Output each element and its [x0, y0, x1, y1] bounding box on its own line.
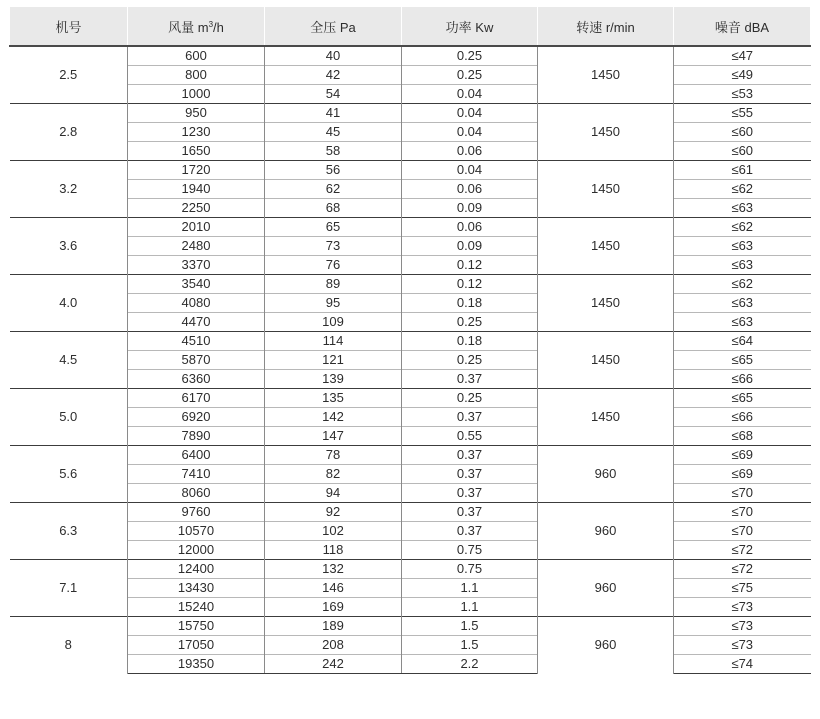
table-row [10, 541, 811, 560]
cell-airflow: 1940 [128, 180, 265, 199]
cell-power: 2.2 [402, 655, 538, 674]
cell-pressure: 147 [265, 427, 402, 446]
cell-noise: ≤47 [674, 46, 811, 66]
table-row [10, 408, 811, 427]
table-row [10, 655, 811, 674]
table-row [10, 503, 811, 522]
cell-noise: ≤66 [674, 370, 811, 389]
cell-power: 0.37 [402, 522, 538, 541]
fan-spec-table [9, 7, 811, 674]
cell-speed: 1450 [538, 46, 674, 104]
cell-noise: ≤72 [674, 560, 811, 579]
header-power: 功率 Kw [402, 7, 538, 46]
table-row [10, 294, 811, 313]
cell-pressure: 41 [265, 104, 402, 123]
cell-noise: ≤73 [674, 598, 811, 617]
cell-power: 0.55 [402, 427, 538, 446]
cell-noise: ≤61 [674, 161, 811, 180]
cell-pressure: 45 [265, 123, 402, 142]
cell-model: 5.6 [10, 446, 128, 503]
cell-speed: 1450 [538, 332, 674, 389]
cell-pressure: 92 [265, 503, 402, 522]
table-row [10, 522, 811, 541]
cell-pressure: 139 [265, 370, 402, 389]
cell-power: 0.25 [402, 313, 538, 332]
cell-noise: ≤63 [674, 199, 811, 218]
cell-pressure: 78 [265, 446, 402, 465]
cell-airflow: 2480 [128, 237, 265, 256]
cell-noise: ≤60 [674, 123, 811, 142]
cell-noise: ≤72 [674, 541, 811, 560]
cell-power: 0.04 [402, 85, 538, 104]
header-noise: 噪音 dBA [674, 7, 811, 46]
cell-power: 0.04 [402, 104, 538, 123]
table-row [10, 484, 811, 503]
table-row [10, 560, 811, 579]
cell-speed: 960 [538, 446, 674, 503]
cell-power: 0.06 [402, 218, 538, 237]
table-row [10, 389, 811, 408]
table-row [10, 256, 811, 275]
cell-noise: ≤73 [674, 617, 811, 636]
cell-airflow: 4080 [128, 294, 265, 313]
cell-pressure: 146 [265, 579, 402, 598]
cell-pressure: 208 [265, 636, 402, 655]
cell-power: 0.37 [402, 484, 538, 503]
table-row [10, 85, 811, 104]
cell-pressure: 58 [265, 142, 402, 161]
table-row [10, 161, 811, 180]
table-body [10, 46, 811, 674]
cell-power: 0.09 [402, 199, 538, 218]
cell-airflow: 15750 [128, 617, 265, 636]
cell-power: 0.18 [402, 332, 538, 351]
cell-power: 0.37 [402, 370, 538, 389]
cell-airflow: 950 [128, 104, 265, 123]
table-row [10, 104, 811, 123]
cell-power: 1.5 [402, 617, 538, 636]
cell-pressure: 132 [265, 560, 402, 579]
cell-pressure: 242 [265, 655, 402, 674]
table-row [10, 446, 811, 465]
table-row [10, 313, 811, 332]
cell-airflow: 12000 [128, 541, 265, 560]
header-row [10, 7, 811, 46]
cell-pressure: 65 [265, 218, 402, 237]
cell-airflow: 2010 [128, 218, 265, 237]
header-model: 机号 [10, 7, 128, 46]
cell-airflow: 5870 [128, 351, 265, 370]
table-row [10, 427, 811, 446]
cell-pressure: 135 [265, 389, 402, 408]
cell-airflow: 15240 [128, 598, 265, 617]
table-header [10, 7, 811, 46]
cell-pressure: 40 [265, 46, 402, 66]
cell-speed: 1450 [538, 161, 674, 218]
cell-noise: ≤65 [674, 351, 811, 370]
cell-power: 0.25 [402, 389, 538, 408]
cell-power: 0.09 [402, 237, 538, 256]
cell-speed: 1450 [538, 389, 674, 446]
cell-noise: ≤69 [674, 446, 811, 465]
cell-power: 0.18 [402, 294, 538, 313]
cell-airflow: 10570 [128, 522, 265, 541]
cell-power: 0.06 [402, 142, 538, 161]
cell-airflow: 7890 [128, 427, 265, 446]
cell-power: 0.04 [402, 161, 538, 180]
cell-model: 3.6 [10, 218, 128, 275]
cell-noise: ≤74 [674, 655, 811, 674]
cell-pressure: 62 [265, 180, 402, 199]
cell-noise: ≤75 [674, 579, 811, 598]
cell-speed: 960 [538, 560, 674, 617]
cell-airflow: 6170 [128, 389, 265, 408]
cell-model: 3.2 [10, 161, 128, 218]
cell-pressure: 56 [265, 161, 402, 180]
header-airflow: 风量 $m^3/h$ [128, 7, 265, 46]
cell-noise: ≤66 [674, 408, 811, 427]
cell-airflow: 17050 [128, 636, 265, 655]
cell-noise: ≤65 [674, 389, 811, 408]
cell-pressure: 114 [265, 332, 402, 351]
table-row [10, 617, 811, 636]
table-row [10, 332, 811, 351]
cell-airflow: 6400 [128, 446, 265, 465]
cell-airflow: 3370 [128, 256, 265, 275]
cell-noise: ≤62 [674, 275, 811, 294]
cell-noise: ≤60 [674, 142, 811, 161]
cell-power: 0.25 [402, 46, 538, 66]
cell-speed: 960 [538, 503, 674, 560]
cell-model: 2.8 [10, 104, 128, 161]
cell-noise: ≤73 [674, 636, 811, 655]
cell-pressure: 169 [265, 598, 402, 617]
cell-speed: 1450 [538, 218, 674, 275]
table-row [10, 142, 811, 161]
cell-airflow: 6920 [128, 408, 265, 427]
cell-airflow: 3540 [128, 275, 265, 294]
cell-pressure: 42 [265, 66, 402, 85]
cell-airflow: 9760 [128, 503, 265, 522]
table-row [10, 199, 811, 218]
cell-speed: 1450 [538, 104, 674, 161]
table-row [10, 237, 811, 256]
cell-model: 8 [10, 617, 128, 674]
table-row [10, 218, 811, 237]
cell-airflow: 12400 [128, 560, 265, 579]
cell-power: 0.12 [402, 275, 538, 294]
cell-airflow: 800 [128, 66, 265, 85]
table-row [10, 275, 811, 294]
cell-pressure: 142 [265, 408, 402, 427]
cell-airflow: 1000 [128, 85, 265, 104]
cell-airflow: 2250 [128, 199, 265, 218]
cell-pressure: 102 [265, 522, 402, 541]
cell-power: 0.12 [402, 256, 538, 275]
header-pressure: 全压 Pa [265, 7, 402, 46]
cell-model: 5.0 [10, 389, 128, 446]
cell-pressure: 109 [265, 313, 402, 332]
cell-noise: ≤49 [674, 66, 811, 85]
cell-noise: ≤69 [674, 465, 811, 484]
cell-noise: ≤64 [674, 332, 811, 351]
cell-pressure: 73 [265, 237, 402, 256]
cell-noise: ≤63 [674, 313, 811, 332]
cell-model: 2.5 [10, 46, 128, 104]
cell-power: 1.5 [402, 636, 538, 655]
cell-pressure: 94 [265, 484, 402, 503]
cell-pressure: 189 [265, 617, 402, 636]
cell-noise: ≤62 [674, 180, 811, 199]
cell-noise: ≤70 [674, 522, 811, 541]
cell-pressure: 82 [265, 465, 402, 484]
cell-model: 4.5 [10, 332, 128, 389]
cell-airflow: 8060 [128, 484, 265, 503]
cell-airflow: 6360 [128, 370, 265, 389]
cell-power: 0.37 [402, 446, 538, 465]
table-row [10, 370, 811, 389]
cell-airflow: 1650 [128, 142, 265, 161]
cell-power: 0.37 [402, 465, 538, 484]
cell-airflow: 1230 [128, 123, 265, 142]
cell-airflow: 1720 [128, 161, 265, 180]
cell-airflow: 13430 [128, 579, 265, 598]
cell-pressure: 54 [265, 85, 402, 104]
cell-power: 0.25 [402, 66, 538, 85]
header-speed: 转速 r/min [538, 7, 674, 46]
cell-pressure: 68 [265, 199, 402, 218]
cell-noise: ≤70 [674, 484, 811, 503]
table-row [10, 579, 811, 598]
cell-power: 0.75 [402, 541, 538, 560]
cell-model: 7.1 [10, 560, 128, 617]
table-row [10, 598, 811, 617]
cell-airflow: 600 [128, 46, 265, 66]
cell-power: 0.75 [402, 560, 538, 579]
cell-pressure: 118 [265, 541, 402, 560]
cell-noise: ≤63 [674, 256, 811, 275]
cell-noise: ≤70 [674, 503, 811, 522]
table-row [10, 123, 811, 142]
cell-pressure: 89 [265, 275, 402, 294]
cell-pressure: 76 [265, 256, 402, 275]
cell-power: 0.37 [402, 503, 538, 522]
cell-model: 6.3 [10, 503, 128, 560]
table-row [10, 180, 811, 199]
cell-airflow: 7410 [128, 465, 265, 484]
cell-noise: ≤55 [674, 104, 811, 123]
cell-power: 0.06 [402, 180, 538, 199]
cell-airflow: 4470 [128, 313, 265, 332]
cell-airflow: 19350 [128, 655, 265, 674]
cell-noise: ≤53 [674, 85, 811, 104]
table-row [10, 66, 811, 85]
cell-power: 0.25 [402, 351, 538, 370]
cell-noise: ≤62 [674, 218, 811, 237]
table-row [10, 465, 811, 484]
cell-noise: ≤68 [674, 427, 811, 446]
table-row [10, 636, 811, 655]
cell-pressure: 95 [265, 294, 402, 313]
table-row [10, 351, 811, 370]
cell-airflow: 4510 [128, 332, 265, 351]
cell-model: 4.0 [10, 275, 128, 332]
cell-noise: ≤63 [674, 237, 811, 256]
cell-pressure: 121 [265, 351, 402, 370]
cell-power: 0.04 [402, 123, 538, 142]
table-row [10, 46, 811, 66]
cell-power: 1.1 [402, 579, 538, 598]
cell-speed: 1450 [538, 275, 674, 332]
cell-power: 0.37 [402, 408, 538, 427]
cell-power: 1.1 [402, 598, 538, 617]
cell-noise: ≤63 [674, 294, 811, 313]
cell-speed: 960 [538, 617, 674, 674]
